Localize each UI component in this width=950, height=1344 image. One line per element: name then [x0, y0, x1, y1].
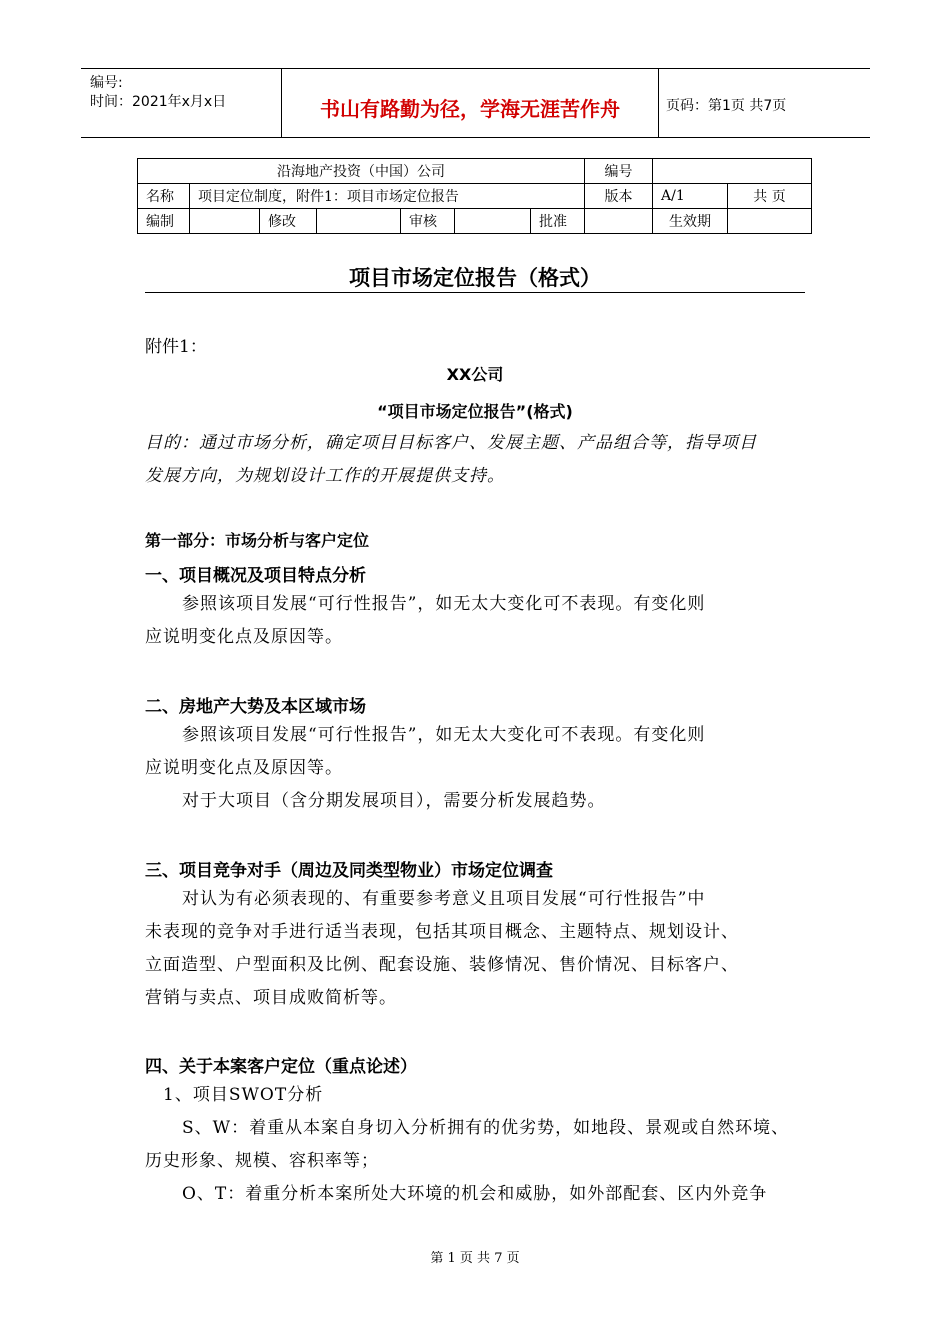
- section3-line-1: 对认为有必须表现的、有重要参考意义且项目发展“可行性报告”中: [182, 889, 706, 909]
- number-label-cell: 编号: [585, 159, 653, 184]
- approved-value-cell: [585, 209, 653, 234]
- document-info-table: [137, 158, 812, 234]
- prepared-value-cell: [190, 209, 260, 234]
- effective-value-cell: [728, 209, 812, 234]
- section3-line-2: 未表现的竞争对手进行适当表现，包括其项目概念、主题特点、规划设计、: [145, 922, 739, 942]
- section2-line-1: 参照该项目发展“可行性报告”，如无太大变化可不表现。有变化则: [182, 725, 706, 745]
- version-label-cell: 版本: [585, 184, 653, 209]
- header-motto-cell: [281, 69, 659, 137]
- revised-value-cell: [317, 209, 401, 234]
- purpose-line-1: 目的：通过市场分析，确定项目目标客户、发展主题、产品组合等，指导项目: [145, 433, 757, 453]
- approved-label-cell: 批准: [531, 209, 585, 234]
- reviewed-value-cell: [455, 209, 531, 234]
- attachment-label: 附件1：: [145, 337, 207, 357]
- header-time: 时间：2021年x月x日: [90, 94, 227, 110]
- section1-line-1: 参照该项目发展“可行性报告”，如无太大变化可不表现。有变化则: [182, 594, 706, 614]
- report-subtitle: “项目市场定位报告”(格式): [377, 402, 573, 421]
- name-value-cell: 项目定位制度，附件1：项目市场定位报告: [190, 184, 585, 209]
- header-left-cell: [81, 69, 281, 137]
- section3-line-4: 营销与卖点、项目成败简析等。: [145, 988, 397, 1008]
- section2-paragraph: [145, 719, 705, 818]
- company-heading: XX公司: [446, 365, 504, 384]
- reviewed-label-cell: 审核: [401, 209, 455, 234]
- section2-line-2: 应说明变化点及原因等。: [145, 758, 343, 778]
- section4-sw-line-1: S、W：着重从本案自身切入分析拥有的优劣势，如地段、景观或自然环境、: [182, 1118, 790, 1138]
- section4-paragraph: [145, 1079, 789, 1211]
- section4-sw-line-2: 历史形象、规模、容积率等；: [145, 1151, 379, 1171]
- section1-line-2: 应说明变化点及原因等。: [145, 627, 343, 647]
- section3-paragraph: [145, 883, 739, 1015]
- page-header: [81, 68, 870, 138]
- header-number: 编号:: [90, 75, 123, 91]
- effective-label-cell: 生效期: [653, 209, 728, 234]
- section1-paragraph: [145, 588, 705, 654]
- section2-line-3: 对于大项目（含分期发展项目），需要分析发展趋势。: [182, 791, 606, 811]
- section4-item-1: 1、项目SWOT分析: [163, 1085, 324, 1105]
- header-page-cell: [658, 69, 870, 137]
- purpose-line-2: 发展方向，为规划设计工作的开展提供支持。: [145, 466, 505, 486]
- prepared-label-cell: 编制: [138, 209, 190, 234]
- number-value-cell: [653, 159, 812, 184]
- section4-heading: 四、关于本案客户定位（重点论述）: [145, 1057, 417, 1077]
- company-cell: 沿海地产投资（中国）公司: [138, 159, 585, 184]
- title-underline: [145, 292, 805, 293]
- name-label-cell: 名称: [138, 184, 190, 209]
- purpose-text: [145, 427, 757, 493]
- page-footer: 第 1 页 共 7 页: [430, 1251, 520, 1266]
- revised-label-cell: 修改: [260, 209, 317, 234]
- section3-line-3: 立面造型、户型面积及比例、配套设施、装修情况、售价情况、目标客户、: [145, 955, 739, 975]
- total-pages-cell: 共 页: [728, 184, 812, 209]
- section2-heading: 二、房地产大势及本区域市场: [145, 697, 366, 717]
- section4-ot-line-1: O、T：着重分析本案所处大环境的机会和威胁，如外部配套、区内外竞争: [182, 1184, 768, 1204]
- document-title: 项目市场定位报告（格式）: [349, 266, 601, 290]
- header-page-info: 页码：第1页 共7页: [666, 98, 787, 114]
- section1-heading: 一、项目概况及项目特点分析: [145, 566, 366, 586]
- version-value-cell: A/1: [653, 184, 728, 209]
- part1-heading: 第一部分：市场分析与客户定位: [145, 531, 370, 550]
- header-motto: 书山有路勤为径，学海无涯苦作舟: [320, 97, 620, 121]
- section3-heading: 三、项目竞争对手（周边及同类型物业）市场定位调查: [145, 861, 553, 881]
